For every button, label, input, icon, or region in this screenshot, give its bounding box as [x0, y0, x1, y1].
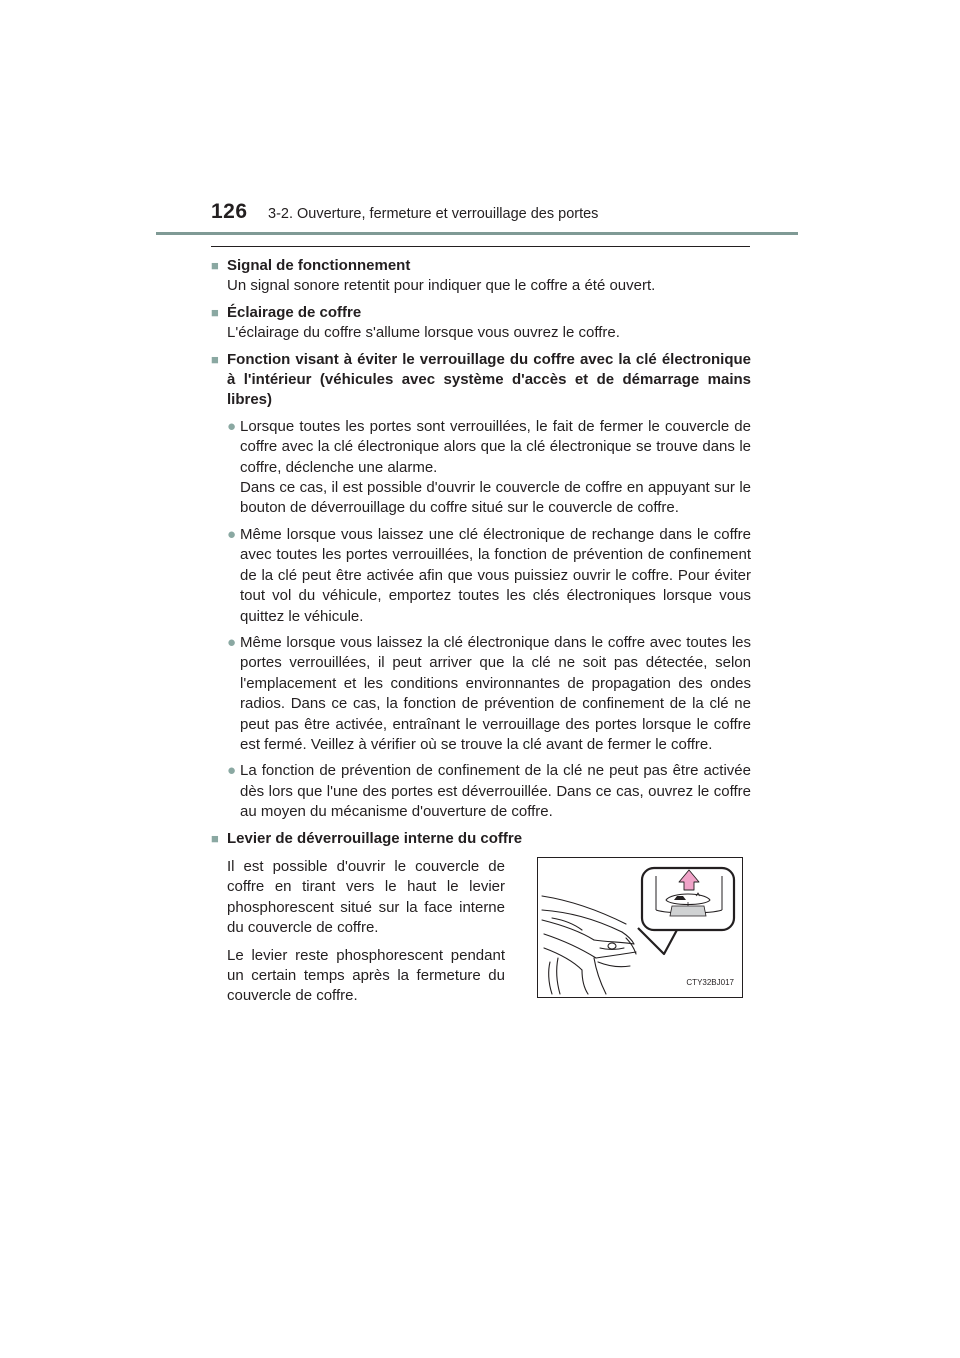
round-bullet-icon: ● — [227, 762, 237, 780]
section-text: Le levier reste phosphorescent pendant un certain temps après la fermeture du couvercle de coffre. — [227, 946, 505, 1005]
list-item — [211, 761, 751, 822]
bullet-text: La fonction de prévention de confinement de la clé ne peut pas être activée dès lors que l'une des portes est déverrouillée. Dans ce cas, ouvrez le coffre au moyen du mécanisme d'ouverture de coffre. — [240, 762, 751, 821]
section-text: Un signal sonore retentit pour indiquer que le coffre a été ouvert. — [227, 277, 656, 295]
round-bullet-icon: ● — [227, 633, 237, 651]
square-bullet-icon: ■ — [211, 258, 219, 273]
round-bullet-icon: ● — [227, 417, 237, 435]
figure-code: CTY32BJ017 — [686, 977, 734, 987]
bullet-text: Dans ce cas, il est possible d'ouvrir le couvercle de coffre en appuyant sur le bouton de déverrouillage du coffre situé sur le couvercle de coffre. — [240, 479, 751, 517]
section-text: L'éclairage du coffre s'allume lorsque vous ouvrez le coffre. — [227, 324, 620, 342]
header-rule — [156, 232, 798, 235]
page-number: 126 — [211, 200, 248, 223]
round-bullet-icon: ● — [227, 525, 237, 543]
section-heading: ■ Signal de fonctionnement — [211, 256, 751, 276]
square-bullet-icon: ■ — [211, 351, 219, 367]
page-content — [211, 256, 751, 1014]
section-rule — [211, 246, 750, 247]
section-heading: ■ Fonction visant à éviter le verrouillage du coffre avec la clé électronique à l'intérieur (véhicules avec système d'accès et de démarrage mains libres) — [211, 350, 751, 411]
lever-section — [211, 857, 751, 1014]
square-bullet-icon: ■ — [211, 304, 219, 320]
list-item — [211, 417, 751, 519]
section-text: Il est possible d'ouvrir le couvercle de coffre en tirant vers le haut le levier phosphorescent situé sur la face interne du couvercle de coffre. — [227, 857, 505, 937]
list-item — [211, 525, 751, 627]
running-header: 3-2. Ouverture, fermeture et verrouillage des portes — [268, 206, 599, 222]
square-bullet-icon: ■ — [211, 830, 219, 846]
bullet-text: Même lorsque vous laissez la clé électronique dans le coffre avec toutes les portes verrouillées, il peut arriver que la clé ne soit pas détectée, selon l'emplacement et les conditions environnantes de propagation des ondes radios. Dans ce cas, la fonction de prévention de confinement de la clé ne peut pas être activée, entraînant le verrouillage des portes lorsque le coffre est fermé. Veillez à vérifier où se trouve la clé avant de fermer le coffre. — [240, 633, 751, 753]
bullet-text: Même lorsque vous laissez une clé électronique de rechange dans le coffre avec toutes les portes verrouillées, la fonction de prévention de confinement de la clé peut être activée afin que vous puissiez ouvrir le coffre. Pour éviter tout vol du véhicule, emportez toutes les clés électroniques lorsque vous quittez le véhicule. — [240, 525, 751, 625]
list-item — [211, 633, 751, 755]
section-heading: ■ Éclairage de coffre — [211, 303, 751, 323]
trunk-lever-illustration — [537, 857, 743, 998]
bullet-text: Lorsque toutes les portes sont verrouillées, le fait de fermer le couvercle de coffre avec la clé électronique alors que la clé électronique se trouve dans le coffre, déclenche une alarme. — [240, 417, 751, 476]
section-heading: ■ Levier de déverrouillage interne du coffre — [211, 829, 751, 849]
